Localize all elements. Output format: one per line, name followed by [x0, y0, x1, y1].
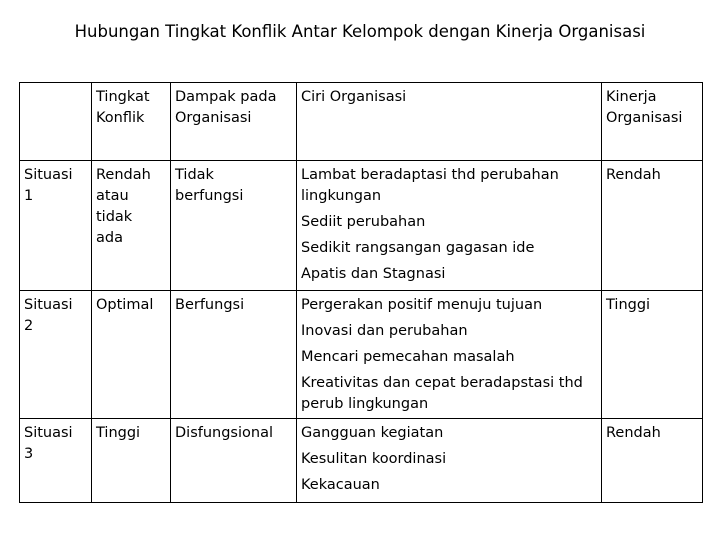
situasi-cell: Situasi 1 [20, 161, 92, 291]
dampak-cell: Tidak berfungsi [171, 161, 297, 291]
tingkat-konflik-cell: Rendah atau tidak ada [92, 161, 171, 291]
table-header-row [20, 83, 703, 161]
header-cell-tingkat-konflik: Tingkat Konflik [92, 83, 171, 161]
conflict-performance-table [19, 82, 703, 503]
situasi-cell: Situasi 2 [20, 291, 92, 419]
tingkat-konflik-cell: Tinggi [92, 419, 171, 503]
kinerja-cell: Rendah [602, 161, 703, 291]
kinerja-cell: Rendah [602, 419, 703, 503]
table-row [20, 419, 703, 503]
kinerja-cell: Tinggi [602, 291, 703, 419]
situasi-cell: Situasi 3 [20, 419, 92, 503]
dampak-cell: Disfungsional [171, 419, 297, 503]
tingkat-konflik-cell: Optimal [92, 291, 171, 419]
ciri-organisasi-cell: Pergerakan positif menuju tujuan Inovasi dan perubahan Mencari pemecahan masalah Kreativitas dan cepat beradapstasi thd perub lingkungan [297, 291, 602, 419]
ciri-organisasi-cell: Gangguan kegiatan Kesulitan koordinasi Kekacauan [297, 419, 602, 503]
page-title: Hubungan Tingkat Konflik Antar Kelompok dengan Kinerja Organisasi [74, 22, 646, 41]
header-cell-dampak-organisasi: Dampak pada Organisasi [171, 83, 297, 161]
header-cell-ciri-organisasi: Ciri Organisasi [297, 83, 602, 161]
header-cell-empty [20, 83, 92, 161]
dampak-cell: Berfungsi [171, 291, 297, 419]
table-row [20, 161, 703, 291]
table-row [20, 291, 703, 419]
header-cell-kinerja-organisasi: Kinerja Organisasi [602, 83, 703, 161]
ciri-organisasi-cell: Lambat beradaptasi thd perubahan lingkungan Sediit perubahan Sedikit rangsangan gagasan ide Apatis dan Stagnasi [297, 161, 602, 291]
